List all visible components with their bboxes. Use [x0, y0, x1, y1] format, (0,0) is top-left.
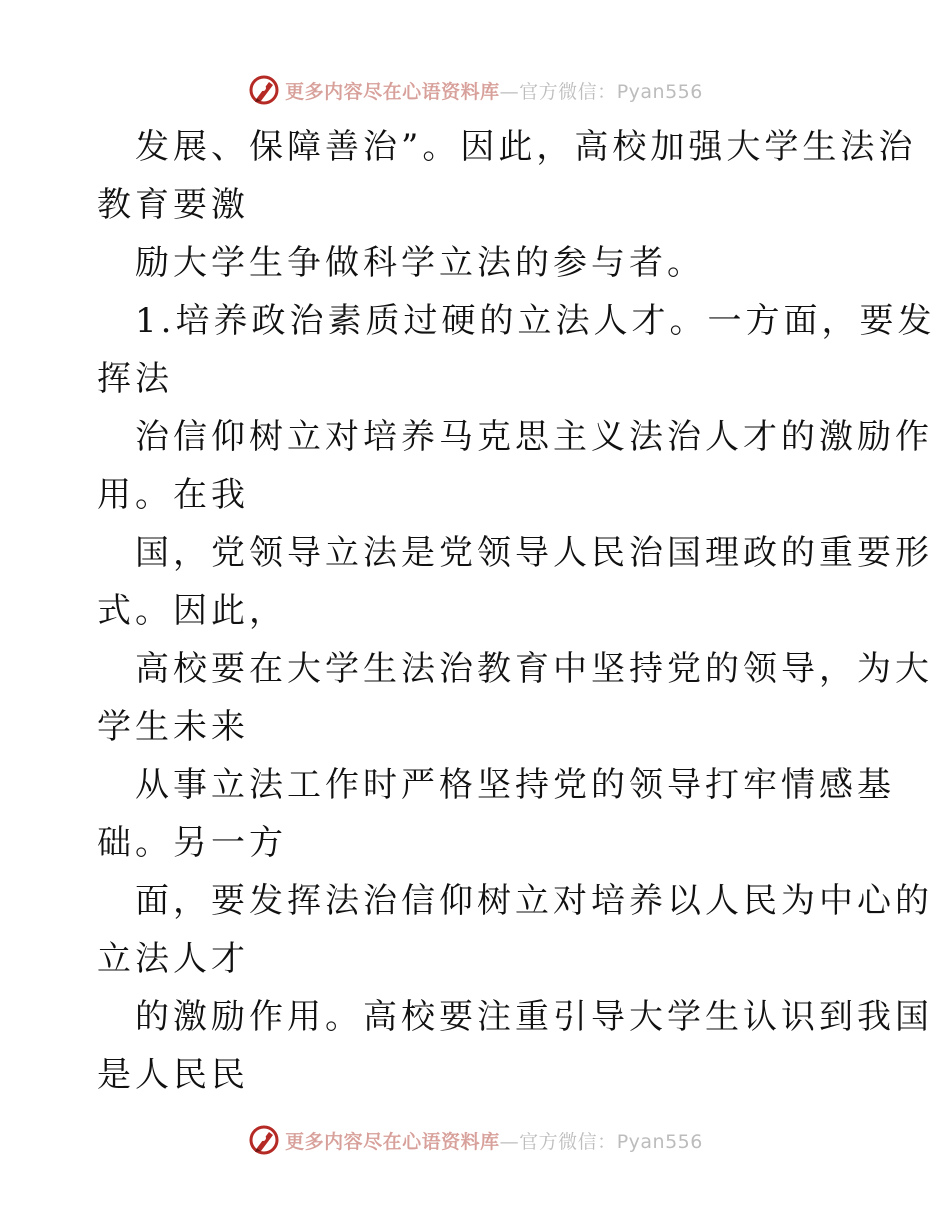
body-text [97, 118, 936, 1104]
watermark-text [285, 77, 703, 104]
text-line: 发展、保障善治”。因此，高校加强大学生法治 [135, 127, 917, 167]
text-line: 从事立法工作时严格坚持党的领导打牢情感基 [135, 765, 895, 805]
text-line: 用。在我 [97, 475, 249, 515]
watermark-wechat-id: Pyan556 [616, 1130, 703, 1153]
text-line: 治信仰树立对培养马克思主义法治人才的激励作 [135, 417, 933, 457]
text-line: 教育要激 [97, 185, 249, 225]
stylized-p-pen-logo-icon [247, 73, 281, 107]
watermark-text [285, 1127, 703, 1154]
text-line: 的激励作用。高校要注重引导大学生认识到我国 [135, 997, 933, 1037]
watermark-official-label: 官方微信： [519, 1130, 617, 1153]
stylized-p-pen-logo-icon [247, 1123, 281, 1157]
text-line: 励大学生争做科学立法的参与者。 [135, 243, 705, 283]
watermark-official-label: 官方微信： [519, 80, 617, 103]
text-line: 式。因此， [97, 591, 287, 631]
text-line: 国，党领导立法是党领导人民治国理政的重要形 [135, 533, 933, 573]
watermark-wechat-id: Pyan556 [616, 80, 703, 103]
text-line: 挥法 [97, 359, 173, 399]
text-line: 础。另一方 [97, 823, 287, 863]
header-watermark [0, 70, 950, 110]
watermark-brand: 更多内容尽在心语资料库 [285, 1130, 500, 1153]
text-line: 是人民民 [97, 1055, 249, 1095]
watermark-separator: — [499, 80, 520, 103]
text-line: 面，要发挥法治信仰树立对培养以人民为中心的 [135, 881, 933, 921]
text-line: 立法人才 [97, 939, 249, 979]
watermark-brand: 更多内容尽在心语资料库 [285, 80, 500, 103]
text-line: 学生未来 [97, 707, 249, 747]
footer-watermark [0, 1120, 950, 1160]
text-line: 高校要在大学生法治教育中坚持党的领导，为大 [135, 649, 933, 689]
text-line: 1.培养政治素质过硬的立法人才。一方面，要发 [135, 301, 936, 341]
watermark-separator: — [499, 1130, 520, 1153]
